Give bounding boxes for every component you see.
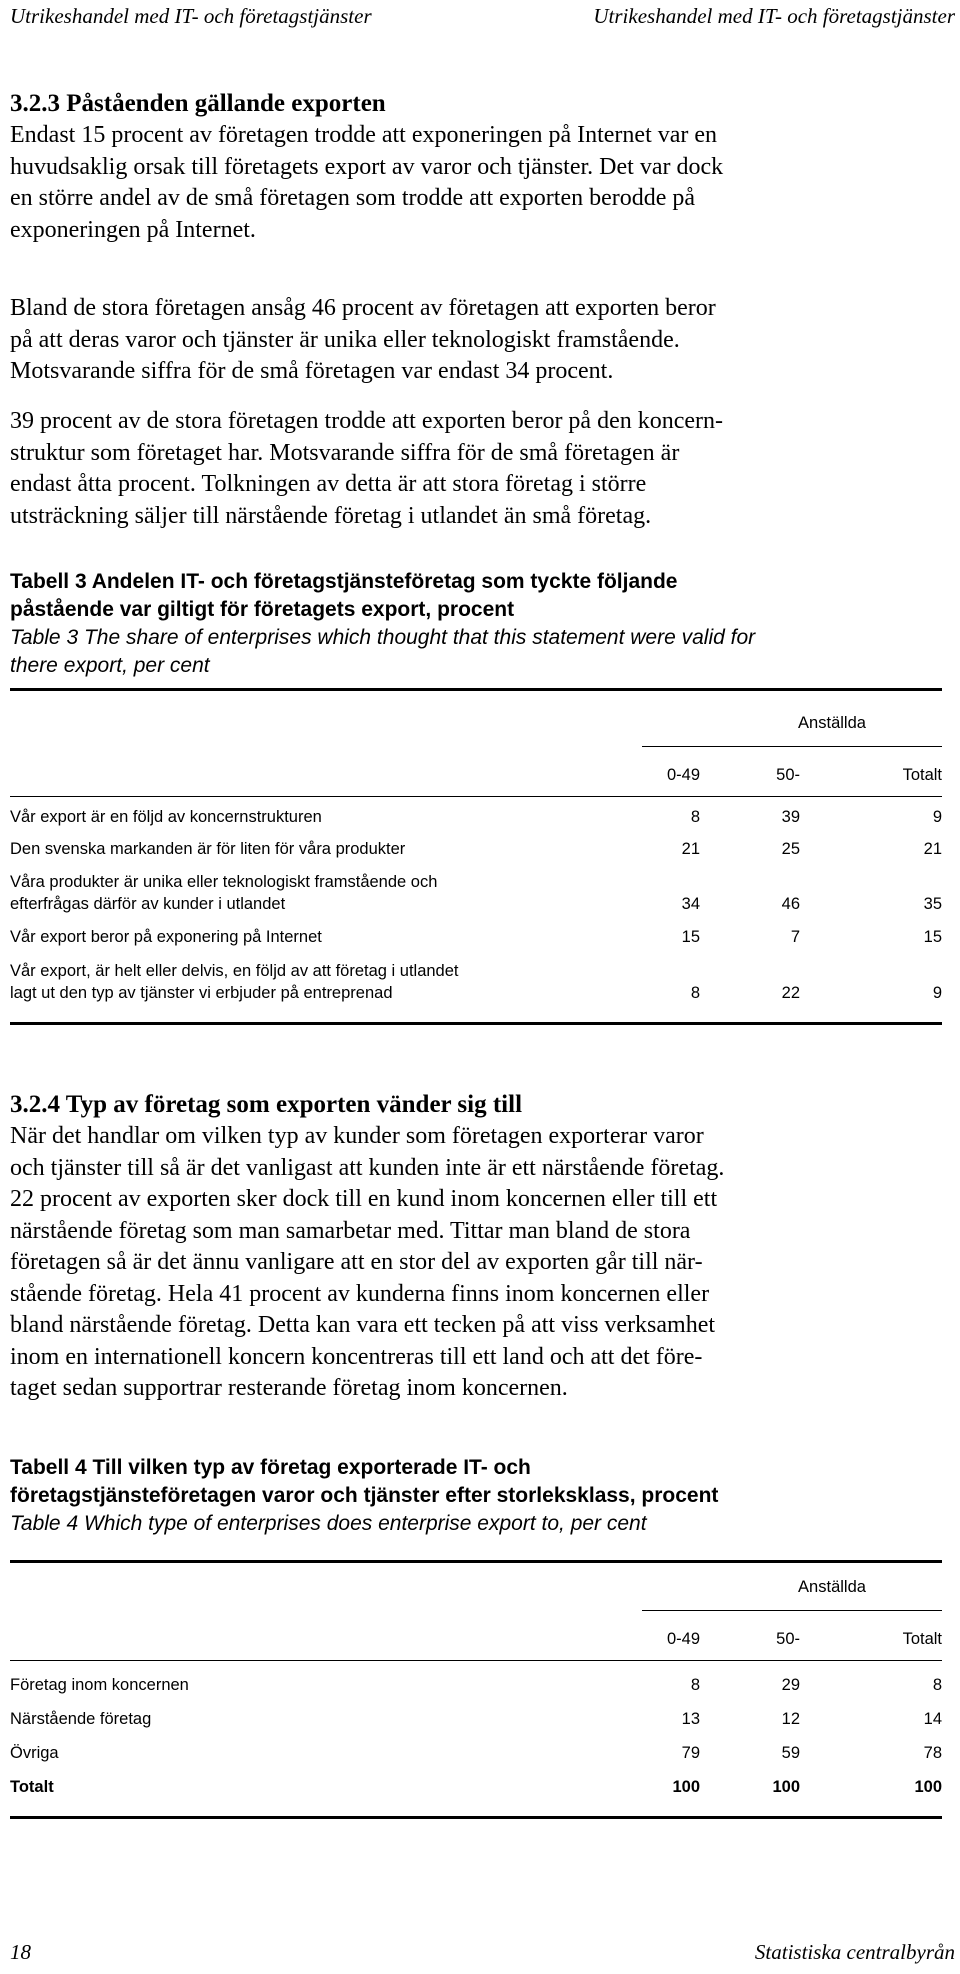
column-header: Totalt [902, 766, 942, 784]
paragraph-line: När det handlar om vilken typ av kunder som företagen exporterar varor [10, 1123, 704, 1149]
caption-line: Table 3 The share of enterprises which thought that this statement were valid for [10, 626, 756, 649]
table-header-rule [10, 1660, 942, 1661]
table-top-rule [10, 688, 942, 691]
cell-50: 39 [781, 808, 800, 826]
publisher-name: Statistiska centralbyrån [754, 1940, 955, 1964]
paragraph-line: huvudsaklig orsak till företagets export av varor och tjänster. Det var dock [10, 153, 724, 180]
cell-0-49: 13 [681, 1710, 700, 1728]
paragraph [10, 406, 950, 532]
caption-line: Tabell 4 Till vilken typ av företag exporterade IT- och [10, 1456, 531, 1479]
table-bottom-rule [10, 1816, 942, 1819]
row-label: Totalt [10, 1778, 54, 1796]
cell-50: 12 [781, 1710, 800, 1728]
paragraph-line: Bland de stora företagen ansåg 46 procent av företagen att exporten beror [10, 295, 716, 321]
table-row [10, 806, 942, 830]
column-group-header: Anställda [798, 714, 866, 732]
running-header [10, 4, 955, 34]
paragraph-line: inom en internationell koncern koncentreras till ett land och att det före- [10, 1343, 703, 1370]
cell-50: 7 [790, 928, 800, 946]
cell-50: 59 [781, 1744, 800, 1762]
row-label: efterfrågas därför av kunder i utlandet [10, 895, 286, 913]
paragraph-line: bland närstående företag. Detta kan vara ett tecken på att viss verksamhet [10, 1312, 716, 1338]
table-row [10, 926, 942, 950]
paragraph-line: på att deras varor och tjänster är unika eller teknologiskt framstående. [10, 326, 680, 353]
row-label: Vår export beror på exponering på Internet [10, 928, 322, 946]
table-3-caption-english [10, 624, 950, 680]
table-4-caption [10, 1454, 950, 1538]
cell-totalt: 8 [932, 1676, 942, 1694]
paragraph-line: struktur som företaget har. Motsvarande siffra för de små företagen är [10, 439, 680, 466]
row-label: Vår export, är helt eller delvis, en följd av att företag i utlandet [10, 962, 459, 980]
paragraph [10, 293, 950, 388]
cell-0-49: 8 [690, 1676, 700, 1694]
running-header-left: Utrikeshandel med IT- och företagstjänster [10, 4, 372, 28]
table-row [10, 960, 942, 1006]
table-top-rule [10, 1560, 942, 1563]
paragraph-line: endast åtta procent. Tolkningen av detta är att stora företag i större [10, 471, 647, 497]
cell-totalt: 35 [923, 895, 942, 913]
paragraph-line: Motsvarande siffra för de små företagen var endast 34 procent. [10, 358, 614, 384]
running-header-right: Utrikeshandel med IT- och företagstjänster [593, 4, 955, 28]
paragraph-line: närstående företag som man samarbetar med. Tittar man bland de stora [10, 1217, 691, 1244]
table-row [10, 1674, 942, 1698]
paragraph-line: exponeringen på Internet. [10, 216, 256, 243]
cell-0-49: 8 [690, 984, 700, 1002]
paragraph [10, 1121, 950, 1405]
cell-0-49: 21 [681, 840, 700, 858]
column-header: 50- [776, 766, 800, 784]
paragraph-line: företagen så är det ännu vanligare att en stor del av exporten går till när- [10, 1249, 703, 1275]
row-label: Närstående företag [10, 1710, 152, 1728]
column-group-rule [642, 1610, 942, 1611]
table-header-rule [10, 796, 942, 797]
column-header: Totalt [902, 1630, 942, 1648]
cell-totalt: 78 [923, 1744, 942, 1762]
section-heading-3-2-3: 3.2.3 Påståenden gällande exporten [10, 90, 386, 117]
column-header: 50- [776, 1630, 800, 1648]
paragraph-line: 39 procent av de stora företagen trodde att exporten beror på den koncern- [10, 408, 724, 434]
row-label: Övriga [10, 1744, 59, 1762]
table-bottom-rule [10, 1022, 942, 1025]
table-3-caption-swedish [10, 568, 950, 624]
row-label: Vår export är en följd av koncernstrukturen [10, 808, 322, 826]
cell-0-49: 8 [690, 808, 700, 826]
paragraph-line: Endast 15 procent av företagen trodde att exponeringen på Internet var en [10, 122, 718, 148]
cell-totalt: 21 [923, 840, 942, 858]
caption-line: påstående var giltigt för företagets export, procent [10, 598, 515, 621]
row-label: Företag inom koncernen [10, 1676, 189, 1694]
table-4 [10, 1560, 942, 1850]
cell-50: 22 [781, 984, 800, 1002]
caption-line: there export, per cent [10, 654, 210, 677]
table-3-caption [10, 568, 950, 680]
paragraph-line: stående företag. Hela 41 procent av kunderna finns inom koncernen eller [10, 1280, 710, 1307]
table-row [10, 838, 942, 862]
cell-50: 46 [781, 895, 800, 913]
caption-line: företagstjänsteföretagen varor och tjänster efter storleksklass, procent [10, 1484, 719, 1507]
table-row-total [10, 1776, 942, 1800]
cell-0-49: 100 [672, 1778, 700, 1796]
column-header: 0-49 [666, 1630, 700, 1648]
cell-totalt: 9 [932, 984, 942, 1002]
table-row [10, 871, 942, 917]
row-label: Den svenska markanden är för liten för våra produkter [10, 840, 406, 858]
cell-0-49: 34 [681, 895, 700, 913]
caption-line: Tabell 3 Andelen IT- och företagstjänsteföretag som tyckte följande [10, 570, 678, 593]
table-row [10, 1742, 942, 1766]
table-4-caption-english [10, 1510, 950, 1538]
row-label: Våra produkter är unika eller teknologiskt framstående och [10, 873, 438, 891]
paragraph-line: 22 procent av exporten sker dock till en kund inom koncernen eller till ett [10, 1186, 718, 1212]
page-number: 18 [10, 1940, 31, 1964]
cell-0-49: 79 [681, 1744, 700, 1762]
column-group-rule [642, 746, 942, 747]
table-4-caption-swedish [10, 1454, 950, 1510]
row-label: lagt ut den typ av tjänster vi erbjuder på entreprenad [10, 984, 393, 1002]
cell-50: 29 [781, 1676, 800, 1694]
cell-50: 100 [772, 1778, 800, 1796]
paragraph-line: en större andel av de små företagen som trodde att exporten berodde på [10, 185, 696, 211]
section-heading-3-2-4: 3.2.4 Typ av företag som exporten vänder sig till [10, 1091, 523, 1118]
cell-totalt: 100 [914, 1778, 942, 1796]
page-footer [10, 1940, 955, 1970]
table-row [10, 1708, 942, 1732]
paragraph [10, 120, 950, 246]
cell-totalt: 15 [923, 928, 942, 946]
column-header: 0-49 [666, 766, 700, 784]
paragraph-line: taget sedan supportrar resterande företag inom koncernen. [10, 1375, 568, 1401]
cell-totalt: 14 [923, 1710, 942, 1728]
table-3 [10, 688, 942, 1028]
caption-line: Table 4 Which type of enterprises does enterprise export to, per cent [10, 1512, 647, 1535]
column-group-header: Anställda [798, 1578, 866, 1596]
cell-50: 25 [781, 840, 800, 858]
paragraph-line: utsträckning säljer till närstående företag i utlandet än små företag. [10, 502, 652, 529]
paragraph-line: och tjänster till så är det vanligast att kunden inte är ett närstående företag. [10, 1154, 725, 1181]
cell-totalt: 9 [932, 808, 942, 826]
cell-0-49: 15 [681, 928, 700, 946]
